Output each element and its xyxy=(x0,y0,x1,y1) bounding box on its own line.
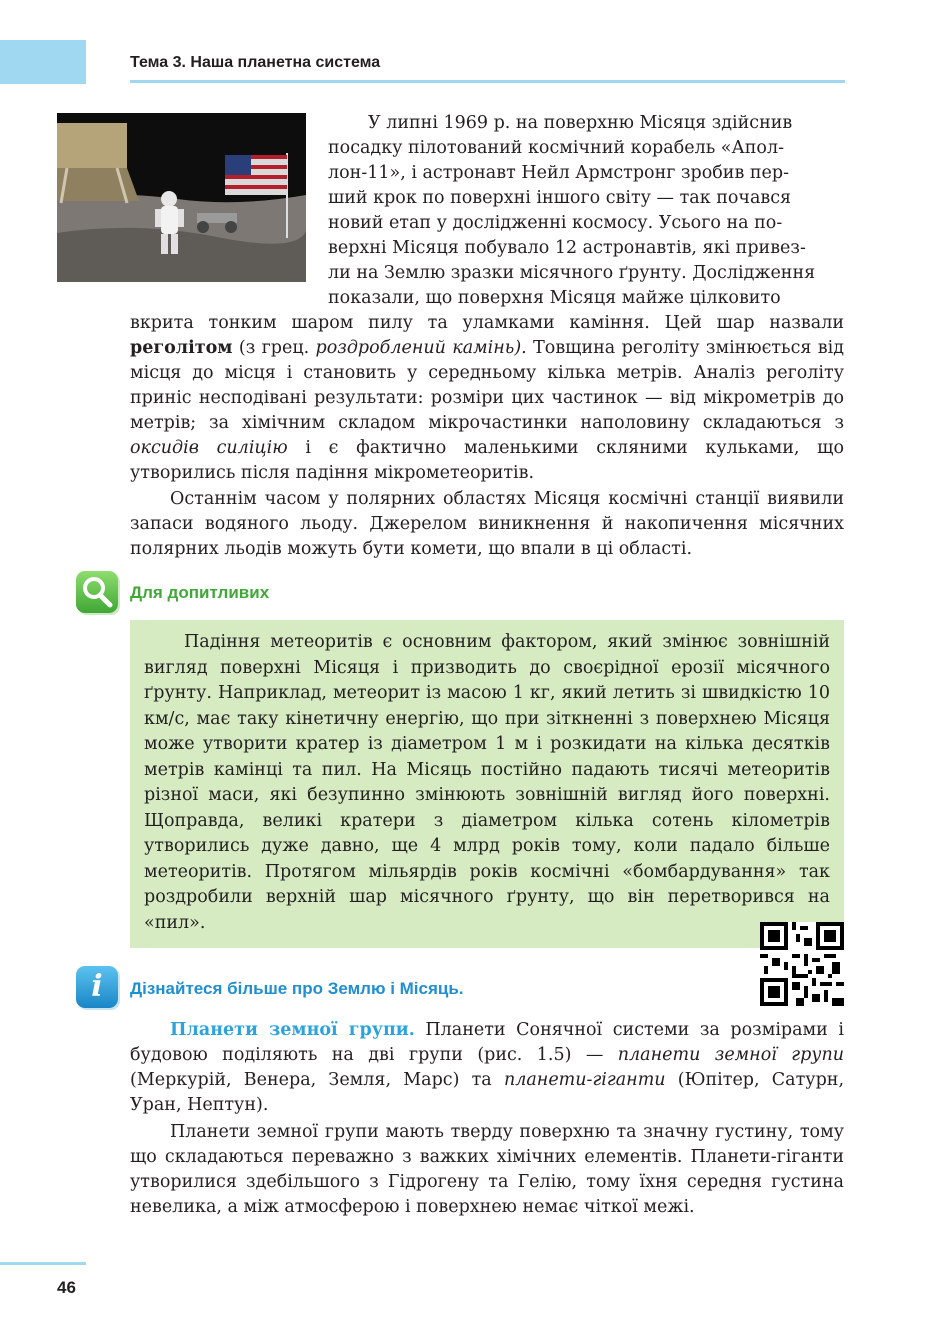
terrestrial-term: планети земної групи xyxy=(617,1045,844,1065)
lunar-module xyxy=(57,123,139,203)
planets-paragraph-1 xyxy=(130,1018,844,1118)
intro-text-c: Товщина реголіту змінюється від місця до місця і становить у середньому кілька метрів. Аналіз реголіту приніс несподівані результати: розміри цих частинок — від мікрометрів до метрів; за хімічним складом мікрочастинки наполовину складаються з xyxy=(130,338,845,433)
intro-text-b: (з грец. xyxy=(232,338,316,358)
intro-line-8: показали, що поверхня Місяця майже цілковито xyxy=(328,288,781,308)
curious-box xyxy=(130,620,844,948)
page-number: 46 xyxy=(57,1278,76,1297)
curious-text: Падіння метеоритів є основним фактором, який змінює зовнішній вигляд поверхні Місяця і призводить до своєрідної ерозії місячного ґрунту. Наприклад, метеорит із масою 1 кг, який летить зі швидкістю 10 км/с, має таку кінетичну енергію, що при зіткненні з поверхнею Місяця може утворити кратер із діаметром 1 м і розкидати на кілька десятків метрів камінці та пил. На Місяць постійно падають тисячі метеоритів різної маси, які безупинно змінюють зовнішній вигляд його поверхні. Щоправда, великі кратери з діаметром кілька сотень кілометрів утворились дуже давно, ще 4 млрд років тому, коли падало більше метеоритів. Протягом мільярдів років космічні «бомбардування» так роздробили верхній шар місячного ґрунту, що він перетворився на «пил». xyxy=(144,632,830,933)
intro-text-d: і є фактично маленькими скляними кульками, що утворились після падіння мікрометеоритів. xyxy=(130,438,844,483)
regolith-term: реголітом xyxy=(130,338,233,358)
chapter-tab xyxy=(0,40,86,84)
planets-paragraph-2: Планети земної групи мають тверду поверхню та значну густину, тому що складаються переважно з важких хімічних елементів. Планети-гіганти утворилися здебільшого з Гідрогену та Гелію, тому їхня середня густина невелика, а між атмосферою і поверхнею немає чіткої межі. xyxy=(130,1122,844,1217)
giants-term: планети-гіганти xyxy=(503,1070,666,1090)
intro-line-6: верхні Місяця побувало 12 астронавтів, які привез- xyxy=(328,238,806,258)
planets-section-heading: Планети земної групи. xyxy=(170,1020,415,1040)
qr-code-graphic xyxy=(760,922,844,1006)
header-divider xyxy=(130,80,845,83)
planets-text-b: (Меркурій, Венера, Земля, Марс) та xyxy=(130,1070,504,1090)
polar-ice-paragraph: Останнім часом у полярних областях Місяця космічні станції виявили запаси водяного льоду. Джерелом виникнення й накопичення місячних полярних льодів можуть бути комети, що впали в ці області. xyxy=(130,489,844,559)
planets-text-a: Планети Сонячної системи за розмірами і будовою поділяють на дві групи (рис. 1.5) — xyxy=(130,1020,844,1065)
footer-divider xyxy=(0,1262,86,1265)
moon-landing-illustration xyxy=(57,113,306,282)
intro-line-3: лон-11», і астронавт Нейл Армстронг зробив пер- xyxy=(328,163,790,183)
planets-text-c: (Юпітер, Сатурн, Уран, Нептун). xyxy=(130,1070,845,1115)
moon-landing-photo xyxy=(57,113,306,282)
info-link-title[interactable]: Дізнайтеся більше про Землю і Місяць. xyxy=(130,979,464,998)
intro-line-2: посадку пілотований космічний корабель «Апол- xyxy=(328,138,784,158)
magnifier-icon xyxy=(76,571,118,613)
qr-code[interactable] xyxy=(760,922,844,1006)
intro-text-a: вкрита тонким шаром пилу та уламками каміння. Цей шар назвали xyxy=(130,313,844,333)
intro-line-1: У липні 1969 р. на поверхню Місяця здійснив xyxy=(368,113,793,133)
curious-section-title: Для допитливих xyxy=(130,583,270,602)
info-icon: i xyxy=(76,966,118,1008)
intro-line-5: новий етап у дослідженні космосу. Усього на по- xyxy=(328,213,783,233)
intro-paragraph-continued xyxy=(130,311,844,486)
intro-line-4: ший крок по поверхні іншого світу — так почався xyxy=(328,188,792,208)
oxides-term: оксидів силіцію xyxy=(130,438,288,458)
greek-translation: роздроблений камінь). xyxy=(315,338,527,358)
intro-line-7: ли на Землю зразки місячного ґрунту. Дослідження xyxy=(328,263,816,283)
page-header-title: Тема 3. Наша планетна система xyxy=(130,54,381,71)
